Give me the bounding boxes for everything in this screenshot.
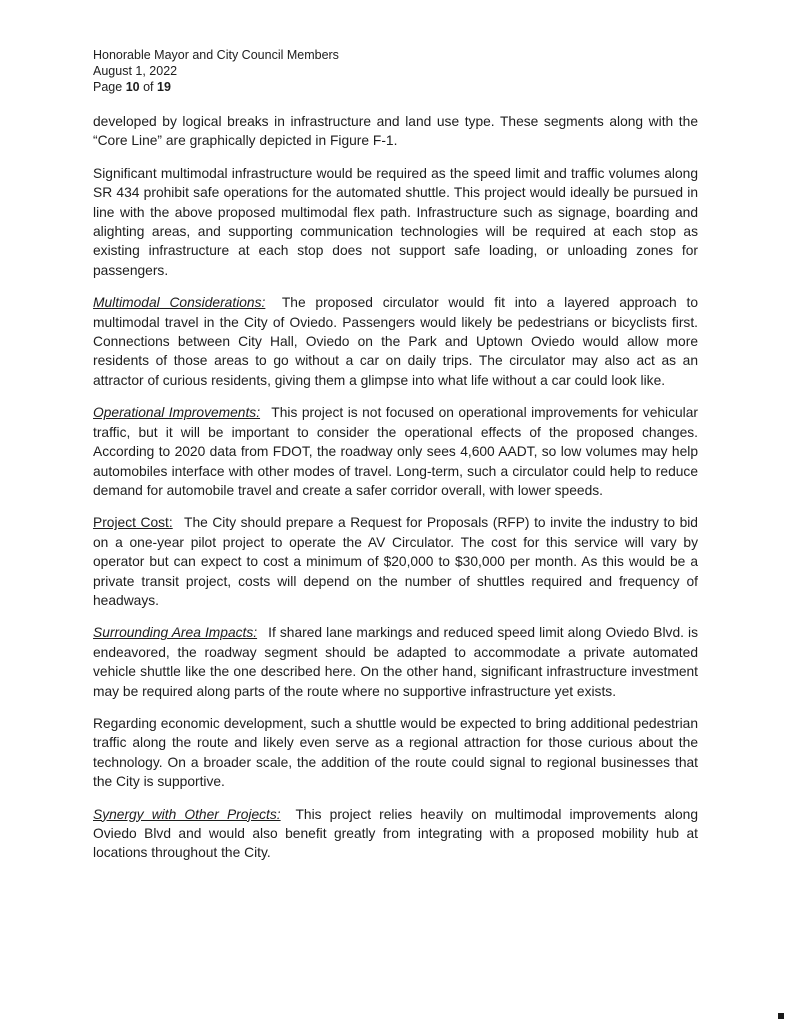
header-date: August 1, 2022 bbox=[93, 64, 178, 78]
page-total: 19 bbox=[157, 80, 171, 94]
paragraph-body: The proposed circulator would fit into a layered approach to multimodal travel in the City of Oviedo. Passengers would likely be pedestrians or bicyclists first. Connections between City Hall, Oviedo on the Park and Uptown Oviedo would allow more residents of those areas to go without a car on daily trips. The circulator may also act as an attractor of curious residents, giving them a glimpse into what life without a car could look like. bbox=[93, 295, 698, 388]
paragraph-heading: Surrounding Area Impacts: bbox=[93, 625, 258, 641]
paragraph-project-cost bbox=[93, 513, 698, 610]
paragraph-economic-development bbox=[93, 714, 698, 792]
document-header bbox=[93, 47, 698, 95]
header-page-line bbox=[93, 79, 698, 95]
paragraph-heading: Multimodal Considerations: bbox=[93, 295, 266, 311]
paragraph-surrounding-area-impacts bbox=[93, 623, 698, 701]
paragraph-body: Regarding economic development, such a shuttle would be expected to bring additional pedestrian traffic along the route and likely even serve as a regional attraction for those curious about the technology. On a broader scale, the addition of the route could signal to regional businesses that the City is supportive. bbox=[93, 715, 698, 790]
paragraph-operational-improvements bbox=[93, 403, 698, 500]
paragraph-body: Significant multimodal infrastructure would be required as the speed limit and traffic volumes along SR 434 prohibit safe operations for the automated shuttle. This project would ideally be pursued in line with the above proposed multimodal flex path. Infrastructure such as signage, boarding and alighting areas, and supporting communication technologies will be required at each stop as existing infrastructure at each stop does not support safe loading, or unloading zones for passengers. bbox=[93, 165, 698, 278]
paragraph-body: This project is not focused on operational improvements for vehicular traffic, but it will be important to consider the operational effects of the proposed changes. According to 2020 data from FDOT, the roadway only sees 4,600 AADT, so low volumes may help automobiles interface with other modes of travel. Long-term, such a circulator could help to reduce demand for automobile travel and create a safer corridor overall, with lower speeds. bbox=[93, 405, 699, 498]
page-number: 10 bbox=[125, 80, 140, 94]
paragraph-multimodal-considerations bbox=[93, 293, 698, 390]
paragraph-body: If shared lane markings and reduced speed limit along Oviedo Blvd. is endeavored, the roadway segment should be adapted to accommodate a private automated vehicle shuttle like the one described here. On the other hand, significant infrastructure investment may be required along parts of the route where no supportive infrastructure yet exists. bbox=[93, 625, 698, 699]
page-connector: of bbox=[143, 80, 154, 94]
paragraph-body: The City should prepare a Request for Proposals (RFP) to invite the industry to bid on a one-year pilot project to operate the AV Circulator. The cost for this service will vary by operator but can expect to cost a minimum of $20,000 to $30,000 per month. As this would be a private transit project, costs will depend on the number of shuttles required and frequency of headways. bbox=[93, 515, 698, 608]
paragraph-heading: Synergy with Other Projects: bbox=[93, 806, 281, 822]
paragraph-infrastructure bbox=[93, 164, 698, 280]
header-recipient: Honorable Mayor and City Council Members bbox=[93, 48, 339, 62]
paragraph-heading: Project Cost: bbox=[93, 515, 173, 531]
page-corner-scan-mark bbox=[778, 1013, 784, 1019]
paragraph-segments bbox=[93, 112, 698, 151]
page-label: Page bbox=[93, 80, 123, 94]
paragraph-heading: Operational Improvements: bbox=[93, 405, 261, 421]
paragraph-body: This project relies heavily on multimodal improvements along Oviedo Blvd and would also benefit greatly from integrating with a proposed mobility hub at locations throughout the City. bbox=[93, 806, 699, 861]
paragraph-synergy-other-projects bbox=[93, 805, 698, 863]
paragraph-body: developed by logical breaks in infrastructure and land use type. These segments along with the “Core Line” are graphically depicted in Figure F-1. bbox=[93, 114, 698, 149]
